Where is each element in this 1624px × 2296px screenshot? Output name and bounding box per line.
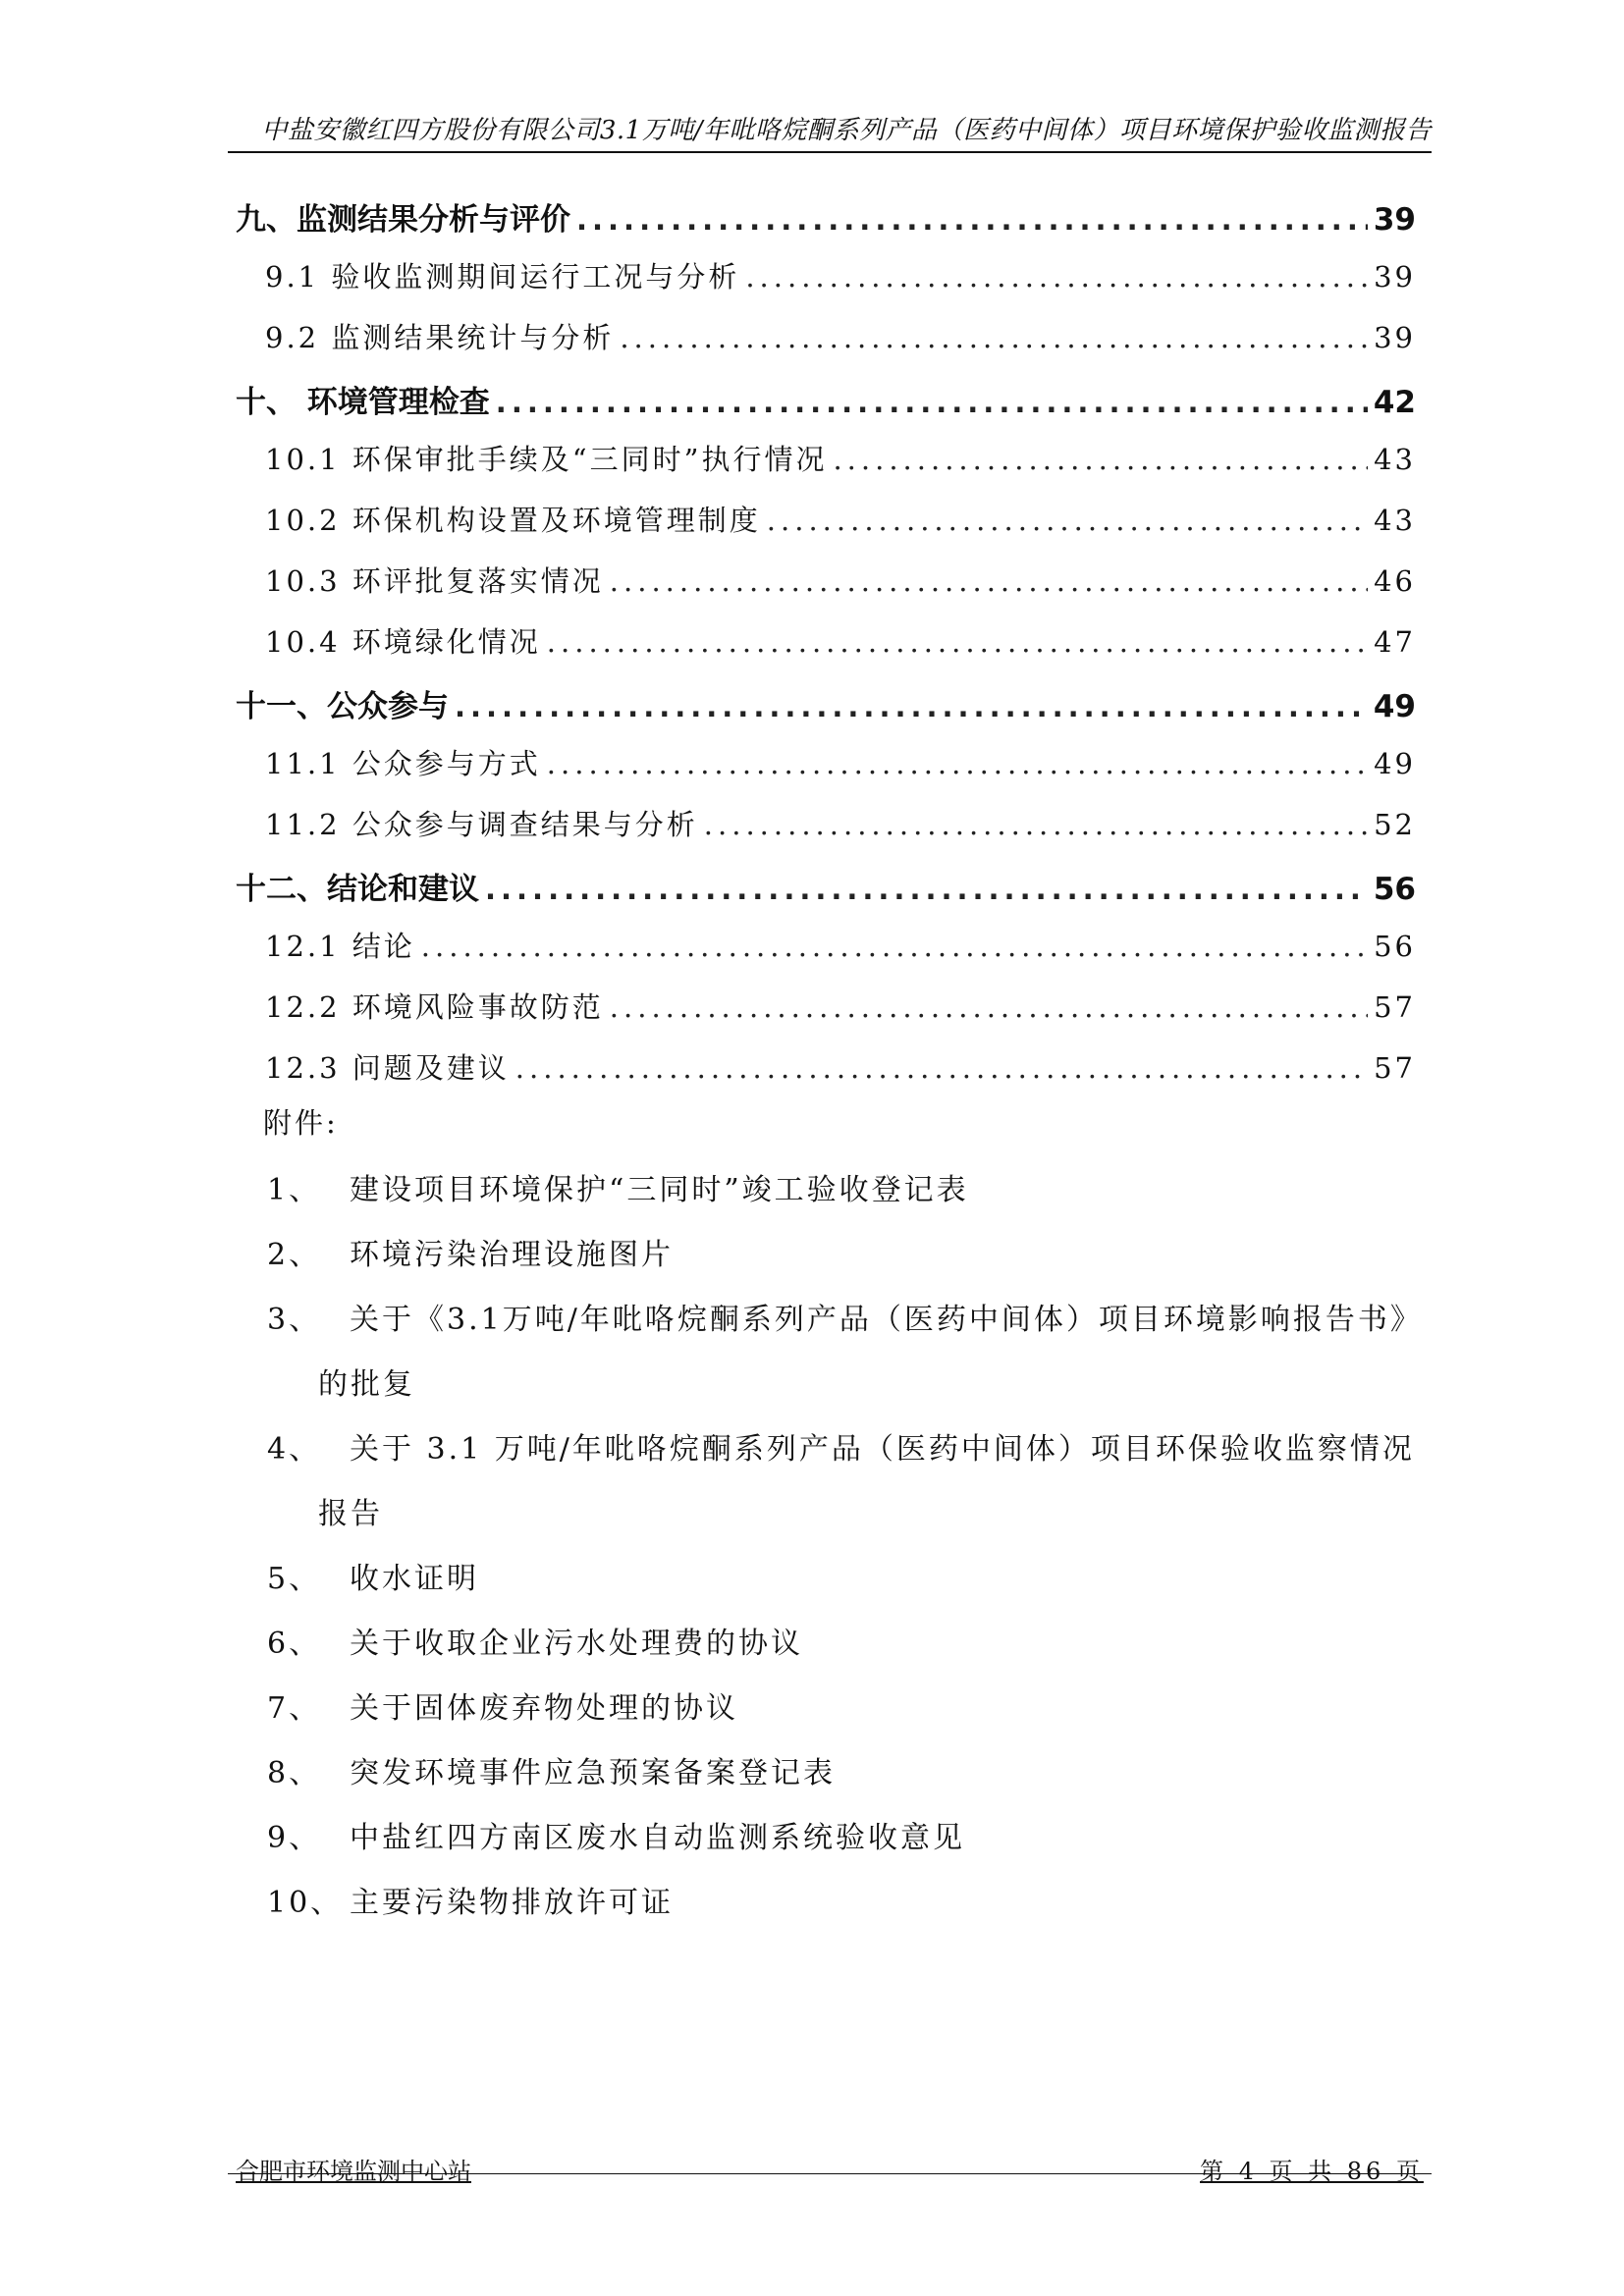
toc-section-entry[interactable]: [265, 742, 1416, 782]
toc-entry-label: 12.3 问题及建议: [265, 1051, 510, 1085]
toc-entry-label: 十、 环境管理检查: [236, 385, 490, 420]
page-header-title: 中盐安徽红四方股份有限公司3.1万吨/年吡咯烷酮系列产品（医药中间体）项目环境保护验收监测报告: [261, 116, 1432, 145]
toc-dot-leader: [515, 1051, 1368, 1085]
attachment-number: 4、: [267, 1432, 322, 1467]
toc-section-entry[interactable]: [265, 255, 1416, 295]
toc-dot-leader: [496, 386, 1368, 419]
attachment-number: 10、: [267, 1886, 344, 1920]
toc-page-number: 49: [1374, 747, 1416, 780]
attachment-text: 中盐红四方南区废水自动监测系统验收意见: [350, 1821, 965, 1855]
toc-section-entry[interactable]: [265, 438, 1416, 478]
toc-entry-label: 11.2 公众参与调查结果与分析: [265, 808, 698, 841]
attachment-text: 关于 3.1 万吨/年吡咯烷酮系列产品（医药中间体）项目环保验收监察情况: [350, 1432, 1415, 1467]
toc-section-entry[interactable]: [265, 803, 1416, 843]
attachment-number: 3、: [267, 1303, 322, 1337]
toc-page-number: 39: [1373, 202, 1416, 238]
toc-chapter-entry[interactable]: [236, 194, 1416, 239]
toc-section-entry[interactable]: [265, 986, 1416, 1026]
header-divider: [228, 151, 1432, 153]
toc-section-entry[interactable]: [265, 1046, 1416, 1087]
toc-dot-leader: [547, 747, 1368, 780]
toc-section-entry[interactable]: [265, 316, 1416, 356]
toc-chapter-entry[interactable]: [236, 377, 1416, 421]
toc-page-number: 43: [1374, 504, 1416, 537]
attachment-text-continued: 报告: [318, 1497, 383, 1531]
toc-dot-leader: [833, 443, 1368, 476]
toc-dot-leader: [547, 625, 1368, 659]
toc-entry-label: 十二、结论和建议: [236, 872, 479, 907]
toc-entry-label: 9.2 监测结果统计与分析: [265, 321, 615, 354]
toc-entry-label: 10.2 环保机构设置及环境管理制度: [265, 504, 761, 537]
attachment-number: 9、: [267, 1821, 322, 1855]
toc-page-number: 56: [1373, 872, 1416, 907]
toc-page-number: 57: [1374, 990, 1416, 1024]
toc-chapter-entry[interactable]: [236, 681, 1416, 725]
toc-entry-label: 12.1 结论: [265, 930, 415, 963]
toc-entry-label: 10.4 环境绿化情况: [265, 625, 541, 659]
toc-page-number: 46: [1374, 564, 1416, 598]
footer-page-info: 第 4 页 共 86 页: [1200, 2158, 1424, 2185]
toc-entry-label: 9.1 验收监测期间运行工况与分析: [265, 260, 740, 294]
toc-dot-leader: [485, 873, 1368, 906]
toc-entry-label: 十一、公众参与: [236, 689, 449, 724]
toc-dot-leader: [610, 990, 1368, 1024]
toc-dot-leader: [620, 321, 1368, 354]
attachment-text: 关于《3.1万吨/年吡咯烷酮系列产品（医药中间体）项目环境影响报告书》: [350, 1303, 1423, 1337]
toc-dot-leader: [704, 808, 1368, 841]
toc-page-number: 57: [1374, 1051, 1416, 1085]
toc-section-entry[interactable]: [265, 620, 1416, 661]
toc-dot-leader: [745, 260, 1368, 294]
toc-section-entry[interactable]: [265, 499, 1416, 539]
toc-page-number: 43: [1374, 443, 1416, 476]
attachments-title: 附件:: [263, 1106, 339, 1140]
toc-page-number: 42: [1373, 385, 1416, 420]
attachment-text: 环境污染治理设施图片: [350, 1238, 674, 1272]
toc-dot-leader: [421, 930, 1368, 963]
attachment-text: 关于收取企业污水处理费的协议: [350, 1627, 803, 1661]
toc-entry-label: 12.2 环境风险事故防范: [265, 990, 604, 1024]
toc-entry-label: 九、监测结果分析与评价: [236, 202, 570, 238]
footer-org: 合肥市环境监测中心站: [236, 2158, 471, 2185]
toc-chapter-entry[interactable]: [236, 864, 1416, 908]
attachment-text: 关于固体废弃物处理的协议: [350, 1691, 738, 1726]
attachment-number: 1、: [267, 1173, 322, 1207]
attachment-text: 突发环境事件应急预案备案登记表: [350, 1756, 836, 1790]
attachment-number: 7、: [267, 1691, 322, 1726]
toc-page-number: 47: [1374, 625, 1416, 659]
toc-dot-leader: [576, 203, 1368, 237]
toc-section-entry[interactable]: [265, 925, 1416, 965]
toc-entry-label: 10.3 环评批复落实情况: [265, 564, 604, 598]
attachment-text: 建设项目环境保护“三同时”竣工验收登记表: [350, 1173, 969, 1207]
attachment-text-continued: 的批复: [318, 1367, 415, 1402]
toc-dot-leader: [610, 564, 1368, 598]
attachment-text: 主要污染物排放许可证: [350, 1886, 674, 1920]
toc-page-number: 56: [1374, 930, 1416, 963]
toc-page-number: 49: [1373, 689, 1416, 724]
attachment-number: 5、: [267, 1562, 322, 1596]
toc-page-number: 39: [1374, 321, 1416, 354]
toc-page-number: 52: [1374, 808, 1416, 841]
attachment-number: 8、: [267, 1756, 322, 1790]
attachment-number: 2、: [267, 1238, 322, 1272]
toc-entry-label: 10.1 环保审批手续及“三同时”执行情况: [265, 443, 828, 476]
toc-entry-label: 11.1 公众参与方式: [265, 747, 541, 780]
toc-section-entry[interactable]: [265, 560, 1416, 600]
toc-dot-leader: [767, 504, 1368, 537]
toc-page-number: 39: [1374, 260, 1416, 294]
toc-dot-leader: [455, 690, 1368, 723]
attachment-number: 6、: [267, 1627, 322, 1661]
attachment-text: 收水证明: [350, 1562, 479, 1596]
